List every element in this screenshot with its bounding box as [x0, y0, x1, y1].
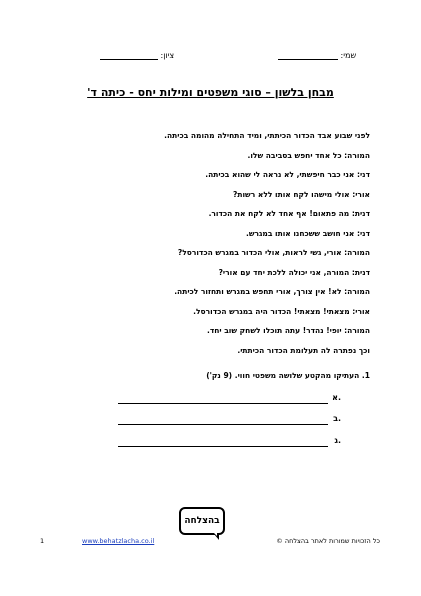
story-line: אורי: מצאתי! מצאתי! הכדור היה במגרש הכדורסל. [193, 306, 370, 316]
story-text [60, 126, 370, 360]
answer-label: ב. [333, 414, 341, 423]
answer-label: ג. [334, 436, 341, 445]
behatzlacha-logo [179, 507, 225, 535]
footer-copyright: כל הזכויות שמורות לאתר בהצלחה © [276, 537, 380, 545]
name-label: שמי: [340, 51, 357, 60]
footer-url [82, 537, 154, 545]
answer-line[interactable] [118, 424, 328, 425]
answer-line[interactable] [118, 403, 328, 404]
answer-label: א. [332, 393, 341, 402]
name-line[interactable] [278, 50, 338, 60]
page-title: מבחן בלשון – סוגי משפטים ומילות יחס - כיתה ד' [87, 86, 334, 99]
story-line: דני: אני חושב ששכחנו אותו במגרש. [245, 228, 370, 238]
story-line: המורה: יופי! נהדר! עתה תוכלו לשחק שוב יחד. [206, 326, 370, 335]
page-number: 1 [40, 537, 45, 545]
question-1 [60, 371, 370, 380]
answer-line[interactable] [118, 446, 328, 447]
site-link[interactable]: www.behatzlacha.co.il [82, 537, 155, 545]
story-line: וכך נפתרה לה תעלומת הכדור הכיתתי. [237, 345, 370, 355]
name-field [278, 50, 356, 60]
story-line: המורה: אורי, גשי לראות, אולי הכדור במגרש הכדורסל? [177, 248, 370, 257]
grade-label: ציון: [160, 51, 175, 60]
grade-field [100, 50, 174, 60]
story-line: המורה: כל אחד יחפש בסביבה שלו. [247, 150, 370, 160]
story-line: דנית: מה פתאום! אף אחד לא לקח את הכדור. [208, 209, 370, 218]
answer-row [60, 393, 370, 405]
answer-row [60, 414, 370, 426]
story-line: המורה: לא! אין צורך, אורי תחפש במגרש ותחזור לכיתה. [174, 287, 370, 296]
question-number: 1. [361, 371, 370, 380]
story-line: דנית: המורה, אני יכולה ללכת יחד עם אורי? [218, 267, 370, 277]
answer-row [60, 436, 370, 448]
question-text: העתיקו מהקטע שלושה משפטי חווי. [234, 371, 360, 380]
story-line: אורי: אולי מישהו לקח אותו ללא רשות? [233, 189, 370, 199]
story-line: דני: אני כבר חיפשתי, לא נראה לי שהוא בכיתה. [205, 170, 370, 179]
question-points: (9 נק') [206, 371, 233, 380]
logo-text: בהצלחה [184, 516, 220, 526]
grade-line[interactable] [100, 50, 158, 60]
story-line: לפני שבוע אבד הכדור הכיתתי, ומיד התחילה מהומה בכיתה. [164, 131, 370, 140]
